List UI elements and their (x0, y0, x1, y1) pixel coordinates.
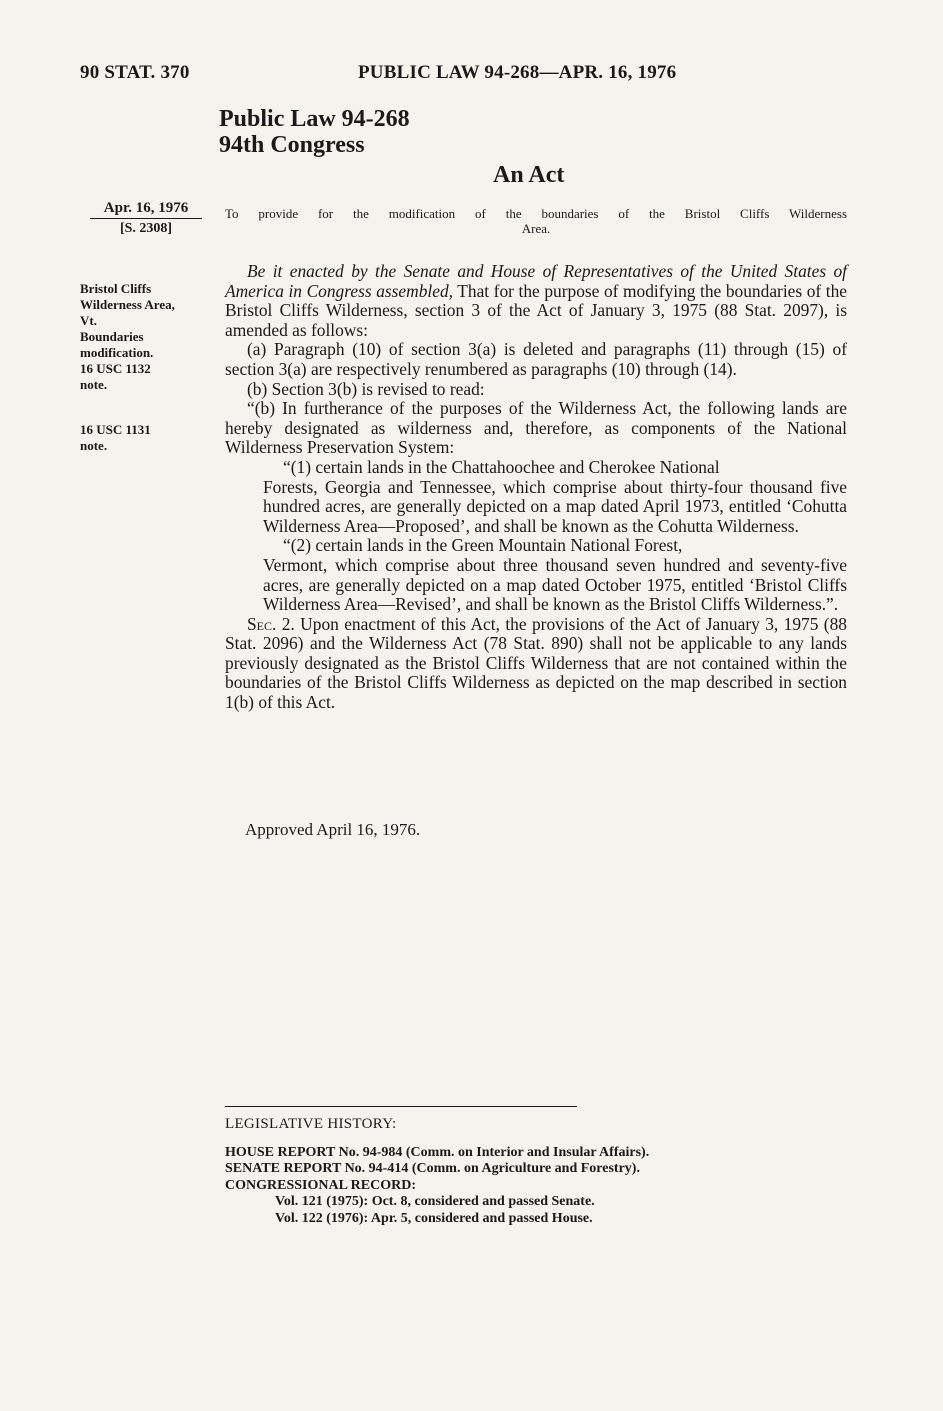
history-divider (225, 1106, 577, 1107)
item-1-continuation: Forests, Georgia and Tennessee, which comprise about thirty-four thousand five hundred acres, are generally depicted on a map dated April 1973, entitled ‘Cohutta Wilderness Area—Proposed’, and shall be known as the Cohutta Wilderness. (263, 476, 847, 536)
act-body (225, 262, 847, 713)
statute-citation: 90 STAT. 370 (80, 62, 190, 83)
item-2 (225, 536, 847, 614)
congress-label: 94th Congress (219, 132, 365, 158)
purpose-line: To provide for the modification of the boundaries of the Bristol Cliffs Wilderness (225, 206, 847, 221)
margin-note-line: Bristol Cliffs (80, 281, 152, 296)
act-heading: An Act (493, 162, 565, 188)
section-2-text: Upon enactment of this Act, the provisions of the Act of January 3, 1975 (88 Stat. 2096) and the Wilderness Act (78 Stat. 890) shall not be applicable to any lands previously designated as the Bristol Cliffs Wilderness that are not contained within the boundaries of the Bristol Cliffs Wilderness as depicted on the map described in section 1(b) of this Act. (225, 613, 847, 713)
senate-report: SENATE REPORT No. 94-414 (Comm. on Agriculture and Forestry). (225, 1161, 640, 1176)
section-2-label: Sec. 2. (247, 613, 295, 634)
enacting-formula: Be it enacted by the Senate and House of Representatives of the United States of America in Congress assembled, (225, 261, 847, 301)
margin-note-line: Vt. (80, 313, 97, 328)
record-vol-122: Vol. 122 (1976): Apr. 5, considered and passed House. (275, 1210, 593, 1226)
item-1-first-line: “(1) certain lands in the Chattahoochee and Cherokee National (283, 456, 720, 477)
item-2-first-line: “(2) certain lands in the Green Mountain National Forest, (283, 535, 683, 556)
paragraph-b-text: “(b) In furtherance of the purposes of the Wilderness Act, the following lands are hereby designated as wilderness and, therefore, as components of the National Wilderness Preservation System: (225, 398, 847, 458)
enacting-clause (225, 262, 847, 340)
margin-note-line: note. (80, 438, 108, 453)
margin-note-line: 16 USC 1131 (80, 422, 151, 437)
margin-note-usc (80, 422, 208, 454)
approval-date: Approved April 16, 1976. (245, 820, 421, 839)
margin-note-line: Wilderness Area, (80, 297, 175, 312)
law-number: Public Law 94-268 (219, 106, 410, 132)
section-2 (225, 615, 847, 713)
paragraph-b: (b) Section 3(b) is revised to read: (247, 378, 485, 399)
item-1 (225, 458, 847, 536)
record-heading: CONGRESSIONAL RECORD: (225, 1177, 416, 1193)
margin-note-line: Boundaries (80, 329, 144, 344)
margin-date: Apr. 16, 1976 (90, 200, 202, 219)
margin-date-block (90, 200, 202, 237)
purpose-line: Area. (521, 221, 551, 236)
running-title: PUBLIC LAW 94-268—APR. 16, 1976 (358, 62, 677, 83)
margin-note-line: note. (80, 377, 108, 392)
bill-number: [S. 2308] (119, 221, 173, 236)
item-2-continuation: Vermont, which comprise about three thousand seven hundred and seventy-five acres, are generally depicted on a map dated October 1975, entitled ‘Bristol Cliffs Wilderness Area—Revised’, and shall be known as the Bristol Cliffs Wilderness.”. (263, 554, 847, 615)
legislative-history (225, 1116, 649, 1227)
margin-note-line: 16 USC 1132 (80, 361, 151, 376)
act-purpose (225, 206, 847, 236)
paragraph-a: (a) Paragraph (10) of section 3(a) is deleted and paragraphs (11) through (15) of section 3(a) are respectively renumbered as paragraphs (10) through (14). (225, 339, 847, 379)
enacting-text: That for the purpose of modifying the boundaries of the Bristol Cliffs Wilderness, section 3 of the Act of January 3, 1975 (88 Stat. 2097), is amended as follows: (225, 280, 848, 340)
history-heading: LEGISLATIVE HISTORY: (225, 1116, 397, 1132)
house-report: HOUSE REPORT No. 94-984 (Comm. on Interior and Insular Affairs). (225, 1144, 650, 1160)
margin-note-line: modification. (80, 345, 154, 360)
record-vol-121: Vol. 121 (1975): Oct. 8, considered and passed Senate. (275, 1194, 595, 1209)
margin-note-boundaries (80, 281, 208, 393)
